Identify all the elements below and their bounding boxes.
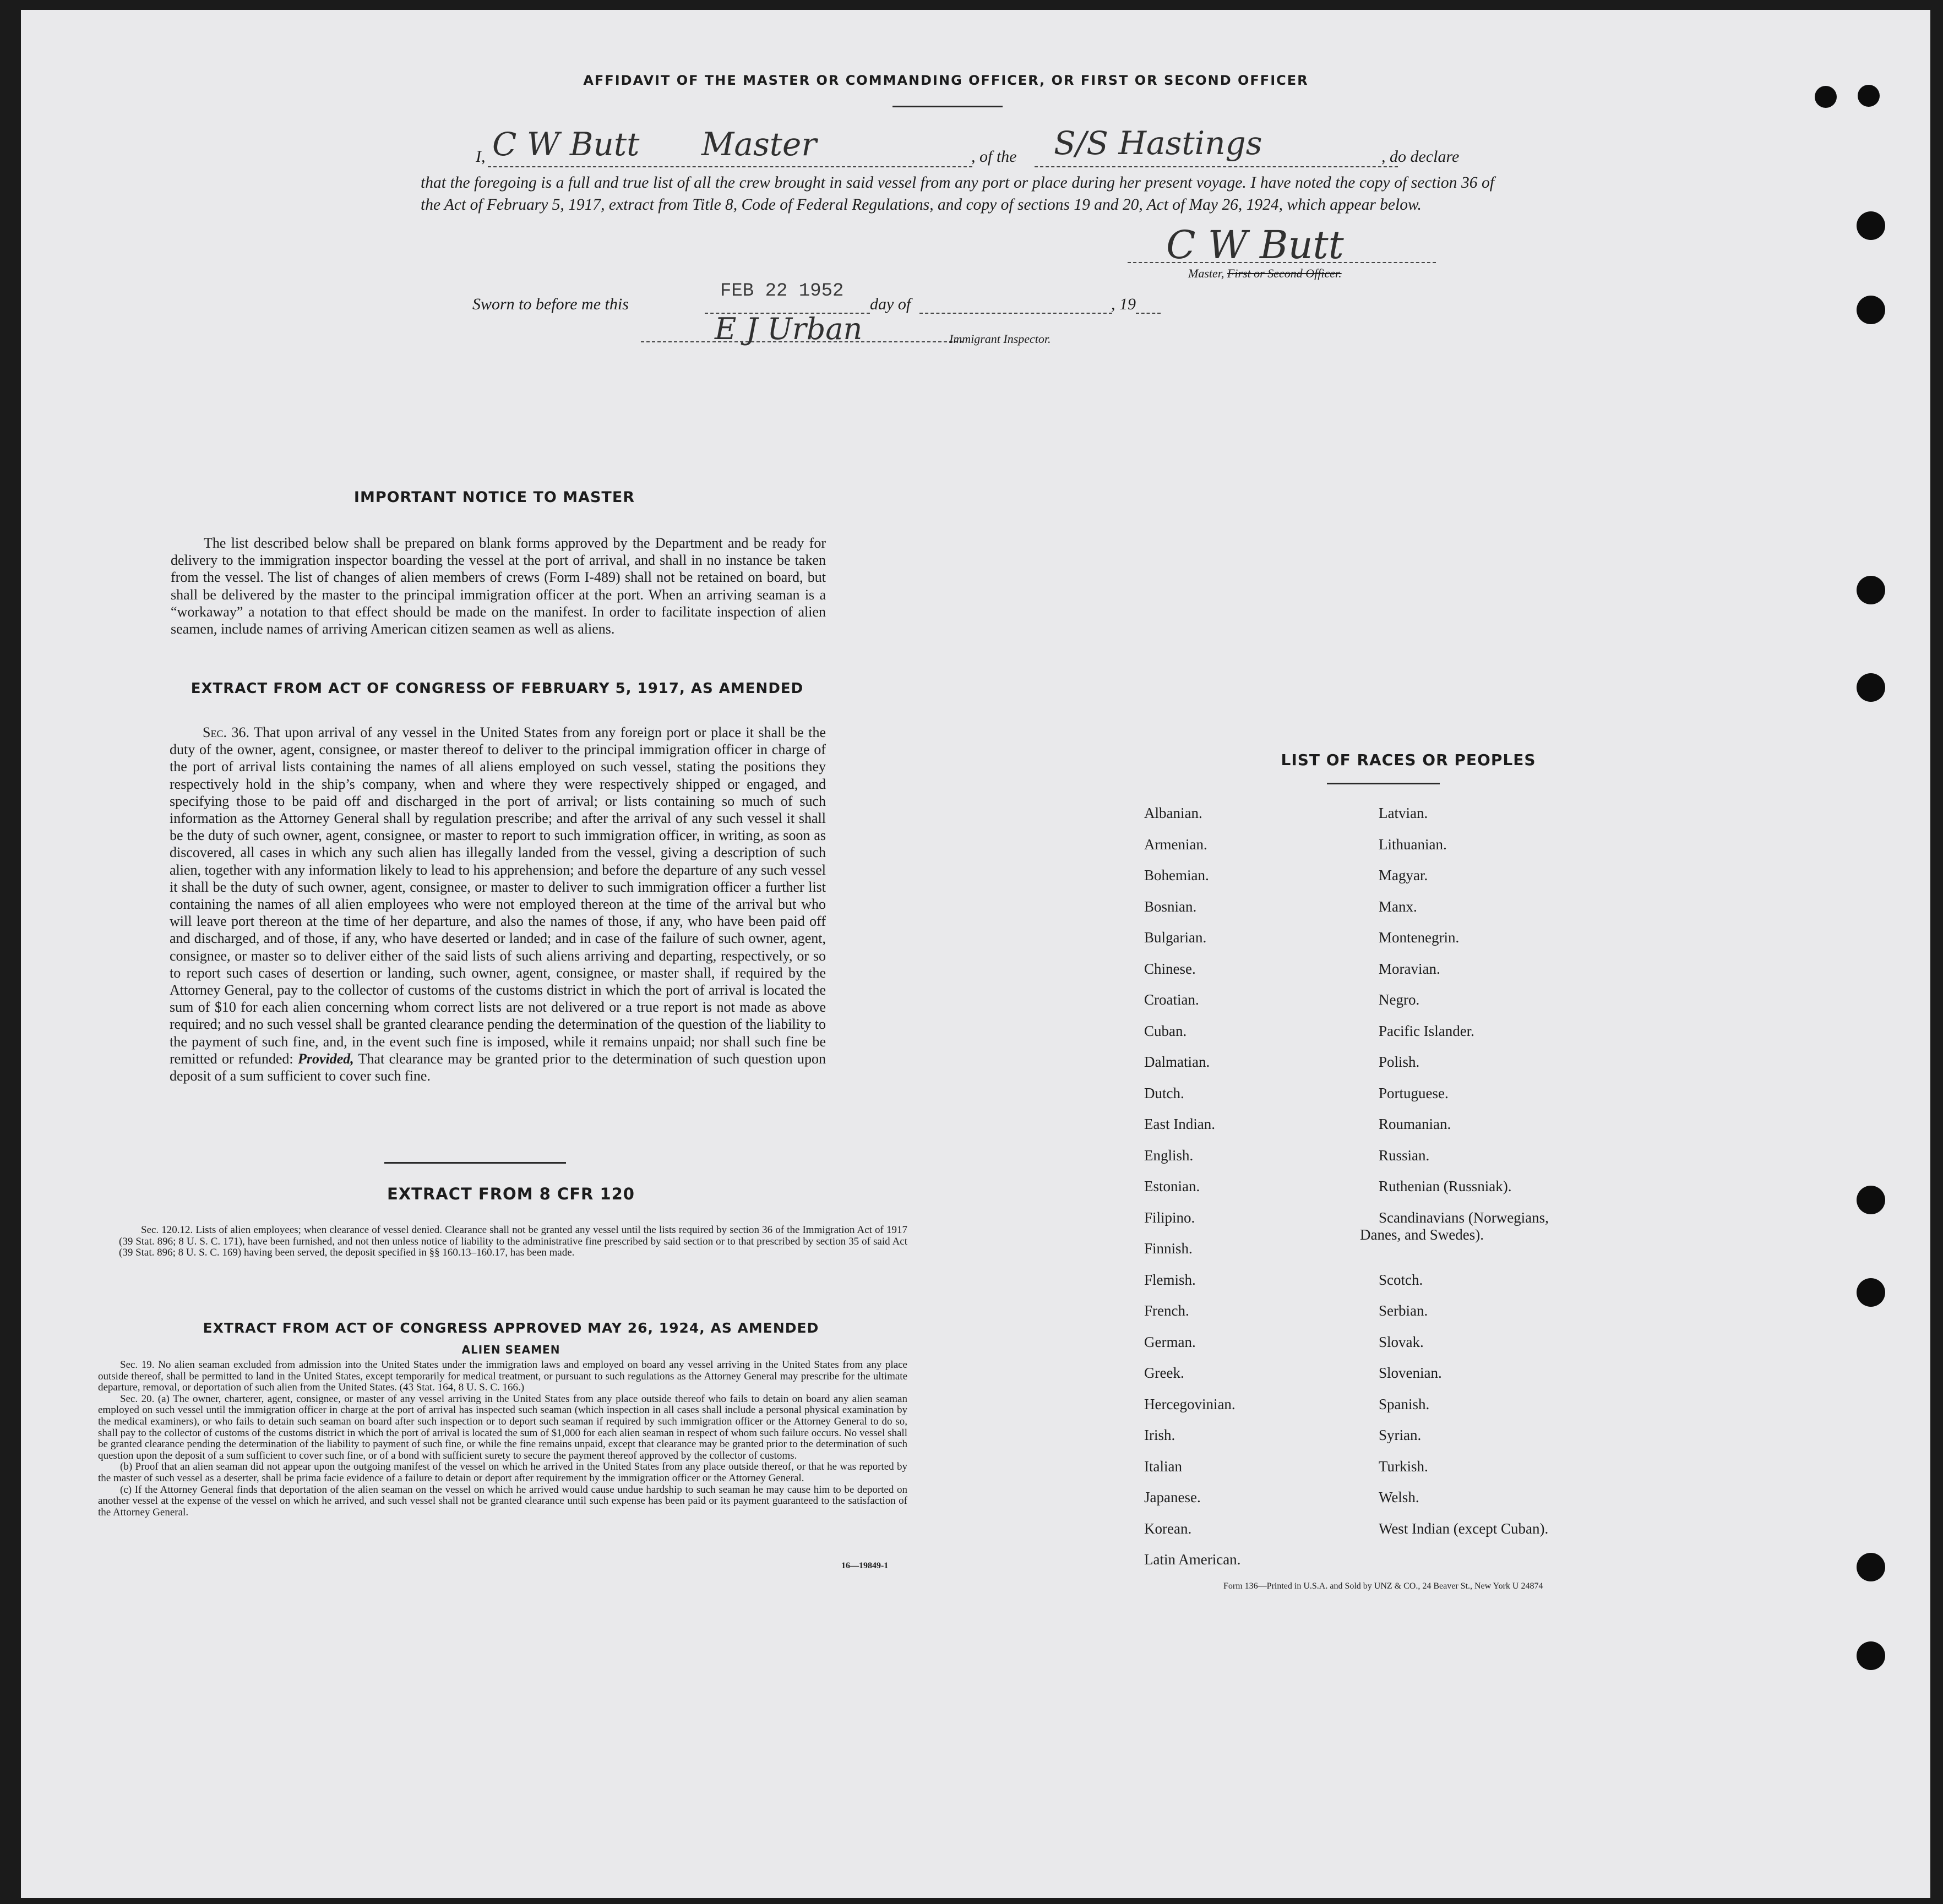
race-item: Japanese. [1144, 1489, 1201, 1505]
sec-20a-text: Sec. 20. (a) The owner, charterer, agent, consignee, or master of any vessel arriving in the United States from any place outside thereof who fails to detain on board any alien seaman employed on such vessel until the immigration officer in charge at the port of arrival has inspected such seaman (which inspection in all cases shall include a personal physical examination by the medical examiners), or who fails to detain such seaman on board after such inspection or to deport such seaman if required by such immigration officer or the Attorney General to do so, shall pay to the collector of customs of the customs district in which the port of arrival is located the sum of $1,000 for each alien seaman in respect of whom such failure occurs. No vessel shall be granted clearance pending the determination of the liability to payment of such fine, or while the fine remains unpaid, except that clearance may be granted prior to the determination of such question upon the deposit of a sum sufficient to cover such fine, or of a bond with sufficient surety to secure the payment thereof approved by the collector of customs. [98, 1393, 907, 1461]
sec-36-text: That upon arrival of any vessel in the United States from any foreign port or place it shall be the duty of the owner, agent, consignee, or master thereof to deliver to the principal immigration officer in charge of the port of arrival lists containing the names of all aliens employed on such vessel, stating the positions they respectively hold in the ship’s company, when and where they were respectively shipped or engaged, and specifying those to be paid off and discharged in the port of arrival; or lists containing so much of such information as the Attorney General shall by regulation prescribe; and after the arrival of any such vessel it shall be the duty of such owner, agent, consignee, or master to report to such immigration officer, in writing, as soon as discovered, all cases in which any such alien has illegally landed from the vessel, giving a description of such alien, together with any information likely to lead to his apprehension; and before the departure of any such vessel it shall be the duty of such owner, agent, consignee, or master to deliver to such immigration officer a further list containing the names of all alien employees who were not employed thereon at the time of the arrival but who will leave port thereon at the time of her departure, and also the names of those, if any, who have been paid off and discharged, and of those, if any, who have deserted or landed; and in case of the failure of such owner, agent, consignee, or master so to deliver either of the said lists of such aliens arriving and departing, respectively, or so to report such cases of desertion or landing, such owner, agent, consignee, or master shall, if required by the Attorney General, pay to the collector of customs of the customs district in which the port of arrival is located the sum of $10 for each alien concerning whom correct lists are not delivered or a true report is not made as above required; and no such vessel shall be granted clearance pending the determination of the question of the liability to the payment of such fine, and, in the event such fine is imposed, while it remains unpaid; nor shall such fine be remitted or refunded: [170, 724, 826, 1067]
inspector-label: Immigrant Inspector. [949, 332, 1051, 346]
inspector-signature: E J Urban [715, 312, 863, 346]
race-item: Turkish. [1379, 1458, 1428, 1475]
punch-hole-icon [1857, 673, 1885, 702]
punch-hole-icon [1857, 1278, 1885, 1307]
race-item: Serbian. [1379, 1302, 1428, 1319]
sec-20b-text: (b) Proof that an alien seaman did not appear upon the outgoing manifest of the vessel on which he arrived in the United States from any place outside thereof, or that he was reported by the master of such vessel as a deserter, shall be prima facie evidence of a failure to detain or deport after requirement by the immigration officer or the Attorney General. [98, 1461, 907, 1484]
race-item: Estonian. [1144, 1178, 1200, 1194]
document-page [21, 10, 1930, 1898]
race-item: Italian [1144, 1458, 1182, 1475]
extract-1917-title: EXTRACT FROM ACT OF CONGRESS OF FEBRUARY 5, 1917, AS AMENDED [191, 680, 804, 697]
race-item: Spanish. [1379, 1395, 1430, 1412]
sec-19-text: Sec. 19. No alien seaman excluded from admission into the United States under the immigration laws and employed on board any vessel arriving in the United States from any place outside thereof, shall be permitted to land in the United States, except temporarily for medical treatment, or pursuant to such regulations as the Attorney General may prescribe for the ultimate departure, removal, or deportation of such alien from the United States. (43 Stat. 164, 8 U. S. C. 166.) [98, 1359, 907, 1394]
race-item: Flemish. [1144, 1271, 1196, 1288]
form-note: Form 136—Printed in U.S.A. and Sold by UNZ & CO., 24 Beaver St., New York U 24874 [1223, 1581, 1543, 1591]
title-rule [892, 106, 1003, 107]
punch-hole-icon [1858, 85, 1880, 107]
extract-cfr-title: EXTRACT FROM 8 CFR 120 [387, 1185, 635, 1203]
race-item: Albanian. [1144, 805, 1202, 821]
race-item: Slovak. [1379, 1333, 1424, 1350]
affidavit-title: AFFIDAVIT OF THE MASTER OR COMMANDING OFFICER, OR FIRST OR SECOND OFFICER [583, 73, 1309, 88]
master-signature: C W Butt [1166, 222, 1344, 268]
of-the-label: , of the [971, 148, 1017, 166]
sec-36-proviso: That clearance may be granted prior to the determination of such question upon deposit of a sum sufficient to cover such fine. [170, 1050, 826, 1084]
race-item: Latvian. [1379, 805, 1428, 821]
race-item: Bulgarian. [1144, 929, 1207, 946]
month-fill-line [919, 313, 1112, 314]
punch-hole-icon [1857, 576, 1885, 604]
race-item: Chinese. [1144, 960, 1196, 977]
name-fill-line [488, 166, 972, 167]
punch-hole-icon [1857, 1641, 1885, 1670]
race-item: Polish. [1379, 1054, 1420, 1070]
races-title: LIST OF RACES OR PEOPLES [1281, 751, 1536, 769]
race-item: Montenegrin. [1379, 929, 1460, 946]
race-item: Latin American. [1144, 1551, 1241, 1568]
sec-20c-text: (c) If the Attorney General finds that deportation of the alien seaman on the vessel on which he arrived would cause undue hardship to such seaman he may cause him to be deported on another vessel at the expense of the vessel on which he arrived, and such vessel shall not be granted clearance until such expense has been paid or its payment guaranteed to the satisfaction of the Attorney General. [98, 1483, 907, 1518]
race-item: Portuguese. [1379, 1084, 1449, 1101]
handwritten-name: C W Butt [492, 126, 640, 163]
race-item: Greek. [1144, 1365, 1184, 1381]
alien-seamen-subtitle: ALIEN SEAMEN [461, 1343, 560, 1356]
inspector-line [641, 341, 964, 342]
extract-cfr-text: Sec. 120.12. Lists of alien employees; when clearance of vessel denied. Clearance shall not be granted any vessel until the lists required by section 36 of the Immigration Act of 1917 (39 Stat. 896; 8 U. S. C. 171), have been furnished, and not then unless notice of liability to the administrative fine prescribed by said section or to that prescribed by section 35 of said Act (39 Stat. 896; 8 U. S. C. 169) having been served, the deposit specified in §§ 160.13–160.17, has been made. [119, 1224, 907, 1259]
extract-1924-title: EXTRACT FROM ACT OF CONGRESS APPROVED MAY 26, 1924, AS AMENDED [203, 1320, 819, 1336]
races-title-rule [1327, 783, 1440, 784]
race-item: Croatian. [1144, 991, 1199, 1008]
race-item: Hercegovinian. [1144, 1395, 1236, 1412]
affidavit-line-1 [476, 124, 1687, 168]
race-item: Syrian. [1379, 1427, 1422, 1443]
vessel-fill-line [1035, 166, 1398, 167]
race-item: German. [1144, 1333, 1196, 1350]
handwritten-rank: Master [701, 126, 817, 163]
race-item: West Indian (except Cuban). [1379, 1520, 1549, 1537]
race-item: Korean. [1144, 1520, 1192, 1537]
affidavit-statement: that the foregoing is a full and true list of all the crew brought in said vessel from any port or place during her present voyage. I have noted the copy of section 36 of the Act of February 5, 1917, extract from Title 8, Code of Federal Regulations, and copy of sections 19 and 20, Act of May 26, 1924, which appear below. [421, 174, 1494, 214]
race-item: Russian. [1379, 1147, 1430, 1164]
race-item: Finnish. [1144, 1240, 1193, 1257]
race-item: Lithuanian. [1379, 836, 1447, 853]
notice-text: The list described below shall be prepared on blank forms approved by the Department and be ready for delivery to the immigration inspector boarding the vessel at the port of arrival, and shall in no instance be taken from the vessel. The list of changes of alien members of crews (Form I-489) shall not be retained on board, but shall be delivered by the master to the principal immigration officer at the port. When an arriving seaman is a “workaway” a notation to that effect should be made on the manifest. In order to facilitate inspection of alien seamen, include names of arriving American citizen seamen as well as aliens. [171, 535, 826, 637]
race-item: Cuban. [1144, 1022, 1187, 1039]
race-item: Dalmatian. [1144, 1054, 1210, 1070]
punch-hole-icon [1815, 86, 1837, 108]
race-item: Moravian. [1379, 960, 1440, 977]
extract-1924-text [98, 1360, 907, 1518]
race-item: Magyar. [1379, 867, 1428, 883]
race-item: Welsh. [1379, 1489, 1419, 1505]
date-stamp: FEB 22 1952 [720, 281, 844, 302]
punch-hole-icon [1857, 1553, 1885, 1581]
day-of-label: day of [870, 295, 911, 313]
race-item: Manx. [1379, 898, 1417, 915]
sec-36-label: Sec. 36. [203, 724, 250, 740]
race-item: Irish. [1144, 1427, 1175, 1443]
punch-hole-icon [1857, 1186, 1885, 1214]
race-item: Pacific Islander. [1379, 1022, 1474, 1039]
signature-line [1128, 262, 1436, 263]
provided-label: Provided, [297, 1050, 354, 1067]
race-item: Danes, and Swedes). [1360, 1226, 1484, 1243]
section-rule [384, 1162, 566, 1164]
year-label: , 19 [1111, 295, 1136, 313]
race-item: Bosnian. [1144, 898, 1197, 915]
race-item: Armenian. [1144, 836, 1207, 853]
race-item: Slovenian. [1379, 1365, 1442, 1381]
year-fill-line [1136, 313, 1161, 314]
struck-officer-label: First or Second Officer. [1227, 266, 1342, 280]
punch-hole-icon [1857, 211, 1885, 240]
race-item: Roumanian. [1379, 1116, 1451, 1132]
race-item: Dutch. [1144, 1084, 1184, 1101]
race-item: English. [1144, 1147, 1194, 1164]
extract-1917-text [170, 724, 826, 1084]
prefix-i: I, [476, 148, 486, 166]
punch-hole-icon [1857, 296, 1885, 324]
notice-title: IMPORTANT NOTICE TO MASTER [353, 489, 635, 506]
race-item: French. [1144, 1302, 1189, 1319]
do-declare-label: , do declare [1381, 148, 1460, 166]
signature-caption [1188, 266, 1342, 281]
race-item: Filipino. [1144, 1209, 1195, 1226]
race-item: Scotch. [1379, 1271, 1423, 1288]
master-label: Master, [1188, 266, 1224, 280]
race-item: Scandinavians (Norwegians, [1379, 1209, 1549, 1226]
race-item: Bohemian. [1144, 867, 1209, 883]
sworn-label: Sworn to before me this [472, 295, 629, 313]
print-code: 16—19849-1 [841, 1561, 889, 1570]
handwritten-vessel: S/S Hastings [1054, 124, 1262, 162]
race-item: Negro. [1379, 991, 1420, 1008]
race-item: East Indian. [1144, 1116, 1215, 1132]
race-item: Ruthenian (Russniak). [1379, 1178, 1512, 1194]
